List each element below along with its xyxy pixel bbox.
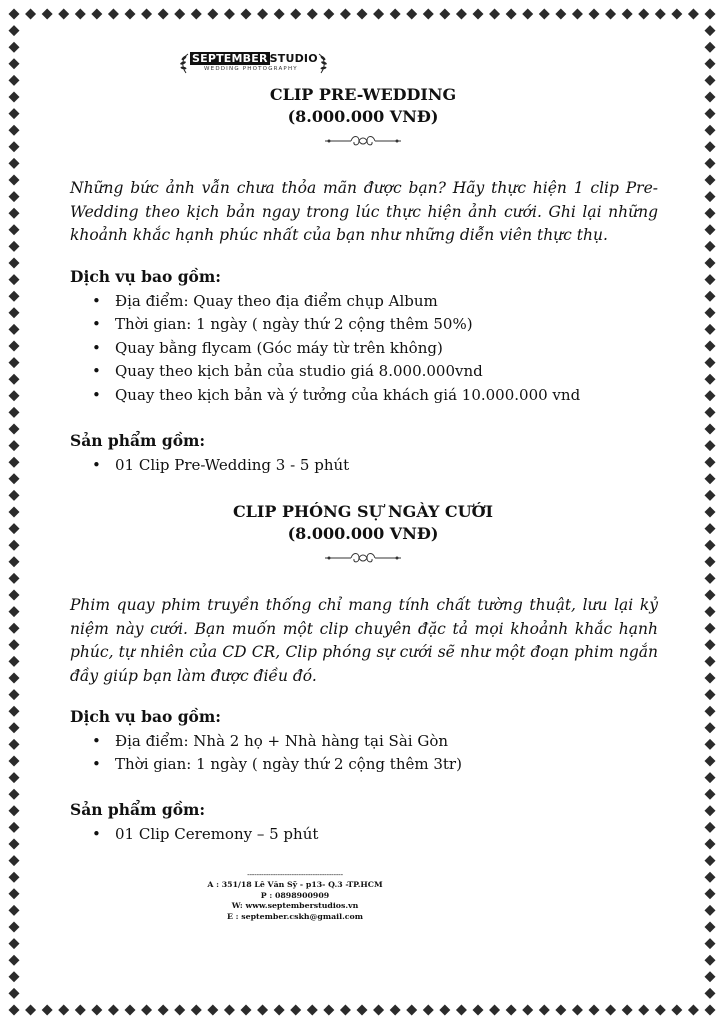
border-diamond (9, 656, 20, 667)
border-diamond (42, 1005, 53, 1016)
border-diamond (705, 291, 716, 302)
flourish-divider-icon (323, 134, 403, 148)
border-diamond (25, 1005, 36, 1016)
border-diamond (705, 689, 716, 700)
studio-logo (190, 52, 325, 78)
border-diamond (42, 9, 53, 20)
section2-products-list (70, 823, 318, 846)
border-diamond (705, 938, 716, 949)
border-diamond (373, 1005, 384, 1016)
border-diamond (9, 1005, 20, 1016)
border-diamond (9, 639, 20, 650)
border-diamond (141, 9, 152, 20)
border-diamond (290, 1005, 301, 1016)
border-diamond (506, 1005, 517, 1016)
border-diamond (25, 9, 36, 20)
border-diamond (705, 125, 716, 136)
border-diamond (705, 241, 716, 252)
border-diamond (439, 1005, 450, 1016)
border-diamond (274, 9, 285, 20)
border-diamond (705, 639, 716, 650)
border-diamond (9, 540, 20, 551)
border-diamond (9, 623, 20, 634)
section2-price: (8.000.000 VNĐ) (287, 524, 439, 543)
border-diamond (705, 357, 716, 368)
footer-rule: ----------------------------------------- (247, 870, 343, 879)
border-diamond (638, 1005, 649, 1016)
border-diamond (705, 556, 716, 567)
border-diamond (91, 1005, 102, 1016)
border-diamond (290, 9, 301, 20)
border-diamond (705, 258, 716, 269)
border-diamond (705, 175, 716, 186)
border-diamond (108, 9, 119, 20)
border-diamond (307, 9, 318, 20)
border-diamond (357, 9, 368, 20)
laurel-left-icon (178, 52, 190, 74)
border-diamond (705, 722, 716, 733)
border-diamond (406, 1005, 417, 1016)
border-diamond (9, 141, 20, 152)
border-diamond (655, 1005, 666, 1016)
border-diamond (125, 1005, 136, 1016)
border-diamond (58, 9, 69, 20)
border-diamond (705, 839, 716, 850)
border-diamond (705, 656, 716, 667)
footer-email: E : september.cskh@gmail.com (227, 911, 363, 921)
border-diamond (9, 722, 20, 733)
border-diamond (705, 141, 716, 152)
border-diamond (705, 922, 716, 933)
border-diamond (705, 324, 716, 335)
border-diamond (174, 1005, 185, 1016)
list-item: • 01 Clip Ceremony – 5 phút (115, 823, 318, 846)
border-diamond (125, 9, 136, 20)
section2-title: CLIP PHÓNG SỰ NGÀY CƯỚI (232, 502, 494, 521)
border-diamond (75, 1005, 86, 1016)
border-diamond (9, 357, 20, 368)
section1-title: CLIP PRE-WEDDING (269, 85, 457, 104)
border-diamond (9, 473, 20, 484)
border-diamond (705, 58, 716, 69)
border-diamond (705, 971, 716, 982)
border-diamond (340, 1005, 351, 1016)
flourish-divider-icon (323, 551, 403, 565)
border-diamond (9, 739, 20, 750)
border-diamond (705, 374, 716, 385)
border-diamond (9, 955, 20, 966)
border-diamond (473, 1005, 484, 1016)
section2-services-list (70, 730, 462, 777)
border-diamond (9, 258, 20, 269)
border-diamond (9, 523, 20, 534)
border-diamond (622, 1005, 633, 1016)
border-diamond (191, 9, 202, 20)
border-diamond (9, 58, 20, 69)
border-diamond (705, 158, 716, 169)
border-diamond (9, 673, 20, 684)
border-diamond (705, 673, 716, 684)
border-diamond (456, 1005, 467, 1016)
border-diamond (705, 590, 716, 601)
border-diamond (705, 341, 716, 352)
border-diamond (705, 955, 716, 966)
border-diamond (9, 324, 20, 335)
border-diamond (439, 9, 450, 20)
border-diamond (9, 108, 20, 119)
border-diamond (671, 9, 682, 20)
border-diamond (705, 772, 716, 783)
border-diamond (9, 689, 20, 700)
border-diamond (9, 706, 20, 717)
border-diamond (705, 9, 716, 20)
footer-phone: P : 0898900909 (260, 890, 330, 900)
border-diamond (705, 822, 716, 833)
border-diamond (9, 307, 20, 318)
list-item: • Quay theo kịch bản và ý tưởng của khách giá 10.000.000 vnd (115, 384, 580, 407)
section1-services-list (70, 290, 580, 407)
list-item: • Thời gian: 1 ngày ( ngày thứ 2 cộng thêm 3tr) (115, 753, 462, 776)
section2-services-heading: Dịch vụ bao gồm: (70, 707, 222, 726)
border-diamond (9, 872, 20, 883)
border-diamond (9, 490, 20, 501)
border-diamond (705, 307, 716, 318)
border-diamond (9, 191, 20, 202)
border-diamond (671, 1005, 682, 1016)
border-diamond (9, 971, 20, 982)
border-diamond (207, 9, 218, 20)
list-item: • Quay bằng flycam (Góc máy từ trên không) (115, 337, 580, 360)
border-diamond (9, 75, 20, 86)
border-diamond (688, 1005, 699, 1016)
border-diamond (705, 706, 716, 717)
border-diamond (705, 905, 716, 916)
border-diamond (9, 772, 20, 783)
border-diamond (705, 1005, 716, 1016)
border-diamond (705, 92, 716, 103)
border-diamond (257, 9, 268, 20)
border-diamond (390, 1005, 401, 1016)
border-diamond (9, 208, 20, 219)
border-diamond (705, 739, 716, 750)
contact-footer (170, 870, 420, 922)
border-diamond (274, 1005, 285, 1016)
logo-name: SEPTEMBER STUDIO (192, 52, 318, 65)
border-diamond (705, 390, 716, 401)
border-diamond (605, 1005, 616, 1016)
border-diamond (9, 92, 20, 103)
border-diamond (9, 888, 20, 899)
list-item: • Quay theo kịch bản của studio giá 8.000.000vnd (115, 360, 580, 383)
border-diamond (9, 573, 20, 584)
border-diamond (9, 291, 20, 302)
border-diamond (9, 407, 20, 418)
border-diamond (705, 274, 716, 285)
border-diamond (506, 9, 517, 20)
border-diamond (705, 440, 716, 451)
border-diamond (655, 9, 666, 20)
border-diamond (9, 440, 20, 451)
border-diamond (9, 556, 20, 567)
border-diamond (174, 9, 185, 20)
border-diamond (224, 9, 235, 20)
border-diamond (589, 1005, 600, 1016)
border-diamond (340, 9, 351, 20)
border-diamond (539, 9, 550, 20)
border-diamond (705, 988, 716, 999)
border-diamond (622, 9, 633, 20)
border-diamond (705, 473, 716, 484)
border-diamond (705, 407, 716, 418)
border-diamond (9, 457, 20, 468)
border-diamond (705, 540, 716, 551)
list-item: • Địa điểm: Nhà 2 họ + Nhà hàng tại Sài Gòn (115, 730, 462, 753)
border-diamond (705, 457, 716, 468)
border-diamond (9, 606, 20, 617)
border-diamond (572, 9, 583, 20)
border-diamond (688, 9, 699, 20)
border-diamond (489, 1005, 500, 1016)
border-diamond (158, 9, 169, 20)
border-diamond (705, 424, 716, 435)
border-diamond (9, 905, 20, 916)
border-diamond (705, 855, 716, 866)
border-diamond (9, 341, 20, 352)
border-diamond (605, 9, 616, 20)
border-diamond (9, 938, 20, 949)
section1-intro-text: Những bức ảnh vẫn chưa thỏa mãn được bạn? Hãy thực hiện 1 clip Pre-Wedding theo kịch bản ngay trong lúc thực hiện ảnh cưới. Ghi lại những khoảnh khắc hạnh phúc nhất của bạn như những diễn viên thực thụ. (70, 179, 658, 244)
border-diamond (9, 922, 20, 933)
border-diamond (555, 9, 566, 20)
border-diamond (705, 208, 716, 219)
border-diamond (9, 25, 20, 36)
section1-intro (70, 177, 658, 248)
border-diamond (323, 9, 334, 20)
border-diamond (423, 9, 434, 20)
logo-tagline: WEDDING PHOTOGRAPHY (204, 66, 298, 72)
border-diamond (257, 1005, 268, 1016)
border-diamond (9, 224, 20, 235)
border-diamond (108, 1005, 119, 1016)
section2-intro-text: Phim quay phim truyền thống chỉ mang tính chất tường thuật, lưu lại kỷ niệm này cưới. Bạn muốn một clip chuyên đặc tả mọi khoảnh khắc hạnh phúc, tự nhiên của CD CR, Clip phóng sự cưới sẽ như một đoạn phim ngắn đầy giúp bạn làm được điều đó. (70, 596, 658, 685)
section2-intro (70, 594, 658, 688)
section1-products-heading: Sản phẩm gồm: (70, 431, 206, 450)
border-diamond (373, 9, 384, 20)
border-diamond (456, 9, 467, 20)
border-diamond (705, 191, 716, 202)
border-diamond (705, 25, 716, 36)
border-diamond (9, 42, 20, 53)
border-diamond (9, 756, 20, 767)
footer-address: A : 351/18 Lê Văn Sỹ - p13- Q.3 -TP.HCM (207, 880, 383, 890)
section1-price: (8.000.000 VNĐ) (287, 107, 439, 126)
border-diamond (705, 224, 716, 235)
border-diamond (58, 1005, 69, 1016)
border-diamond (241, 1005, 252, 1016)
border-diamond (9, 855, 20, 866)
border-diamond (357, 1005, 368, 1016)
border-diamond (705, 606, 716, 617)
border-diamond (390, 9, 401, 20)
border-diamond (9, 507, 20, 518)
border-diamond (705, 108, 716, 119)
border-diamond (9, 789, 20, 800)
border-diamond (705, 872, 716, 883)
border-diamond (207, 1005, 218, 1016)
border-diamond (638, 9, 649, 20)
border-diamond (9, 988, 20, 999)
laurel-right-icon (317, 52, 329, 74)
border-diamond (9, 839, 20, 850)
border-diamond (323, 1005, 334, 1016)
section1-services-heading: Dịch vụ bao gồm: (70, 267, 222, 286)
border-diamond (473, 9, 484, 20)
list-item: • Thời gian: 1 ngày ( ngày thứ 2 cộng thêm 50%) (115, 313, 580, 336)
border-diamond (9, 424, 20, 435)
border-diamond (75, 9, 86, 20)
border-diamond (555, 1005, 566, 1016)
border-diamond (423, 1005, 434, 1016)
border-diamond (705, 42, 716, 53)
list-item: • 01 Clip Pre-Wedding 3 - 5 phút (115, 454, 349, 477)
border-diamond (9, 241, 20, 252)
border-diamond (9, 175, 20, 186)
border-diamond (705, 756, 716, 767)
border-diamond (307, 1005, 318, 1016)
border-diamond (9, 158, 20, 169)
border-diamond (191, 1005, 202, 1016)
border-diamond (705, 623, 716, 634)
border-diamond (589, 9, 600, 20)
border-diamond (539, 1005, 550, 1016)
border-diamond (241, 9, 252, 20)
border-diamond (158, 1005, 169, 1016)
border-diamond (9, 822, 20, 833)
border-diamond (705, 573, 716, 584)
section2-products-heading: Sản phẩm gồm: (70, 800, 206, 819)
section1-products-list (70, 454, 349, 477)
border-diamond (224, 1005, 235, 1016)
footer-web: W: www.septemberstudios.vn (231, 901, 359, 911)
border-diamond (9, 9, 20, 20)
border-diamond (141, 1005, 152, 1016)
border-diamond (489, 9, 500, 20)
border-diamond (91, 9, 102, 20)
border-diamond (705, 507, 716, 518)
border-diamond (9, 805, 20, 816)
border-diamond (9, 390, 20, 401)
border-diamond (705, 490, 716, 501)
border-diamond (9, 125, 20, 136)
border-diamond (522, 9, 533, 20)
border-diamond (9, 374, 20, 385)
border-diamond (705, 75, 716, 86)
border-diamond (9, 274, 20, 285)
border-diamond (572, 1005, 583, 1016)
border-diamond (406, 9, 417, 20)
border-diamond (705, 789, 716, 800)
list-item: • Địa điểm: Quay theo địa điểm chụp Album (115, 290, 580, 313)
border-diamond (705, 888, 716, 899)
border-diamond (705, 805, 716, 816)
border-diamond (522, 1005, 533, 1016)
border-diamond (9, 590, 20, 601)
border-diamond (705, 523, 716, 534)
